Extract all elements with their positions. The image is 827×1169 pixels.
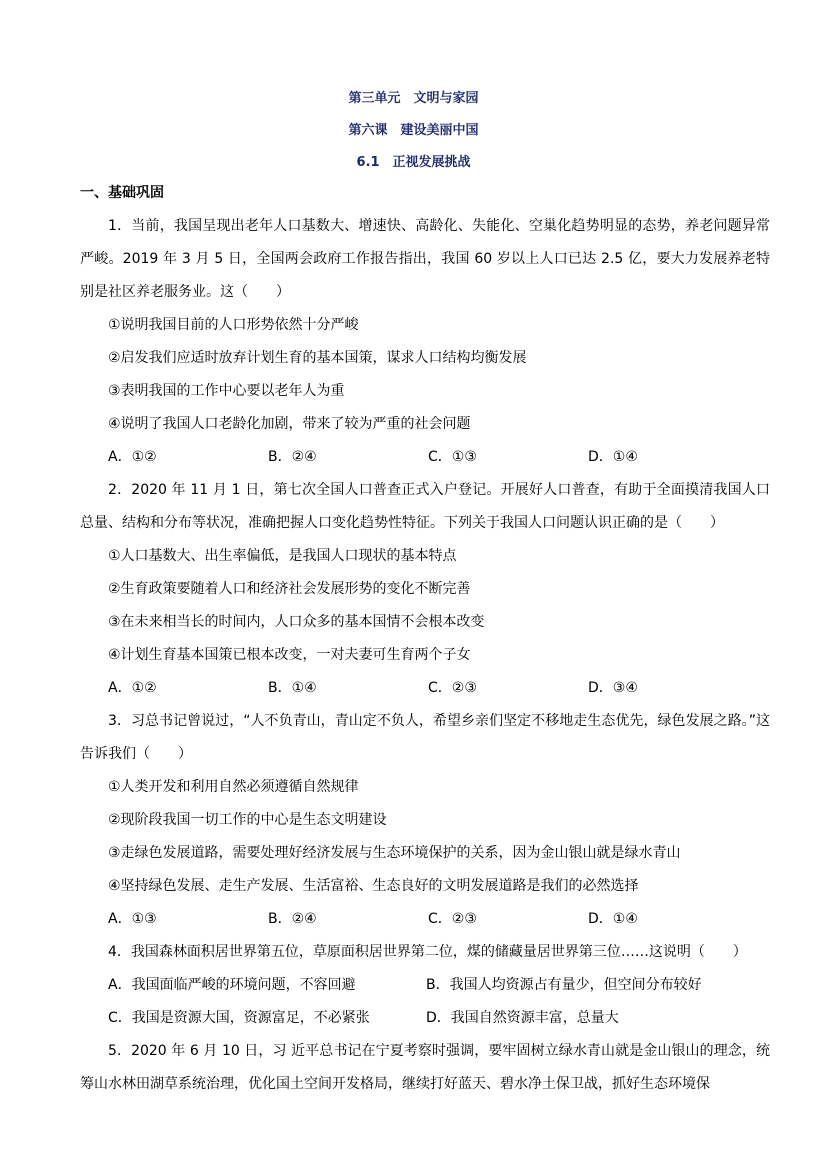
choice-c: C．②③ (428, 911, 477, 927)
section-heading: 一、基础巩固 (80, 185, 164, 201)
question-stem: 3．习总书记曾说过，“人不负青山，青山定不负人，希望乡亲们坚定不移地走生态优先，绿色发展之路。”这告诉我们（ ） (80, 713, 770, 762)
choice-d: D．我国自然资源丰富，总量大 (426, 1010, 619, 1026)
choice-c: C．②③ (428, 680, 477, 696)
choice-c: C．①③ (428, 449, 477, 465)
choice-c: C．我国是资源大国，资源富足，不必紧张 (108, 1010, 370, 1026)
statement-option: ④计划生育基本国策已根本改变，一对夫妻可生育两个子女 (108, 647, 471, 663)
lesson-title: 第六课 建设美丽中国 (348, 123, 479, 138)
statement-option: ②启发我们应适时放弃计划生育的基本国策，谋求人口结构均衡发展 (108, 350, 527, 366)
statement-option: ④坚持绿色发展、走生产发展、生活富裕、生态良好的文明发展道路是我们的必然选择 (108, 878, 639, 894)
choice-a: A．①③ (108, 911, 157, 927)
choice-d: D．①④ (588, 449, 638, 465)
answer-choices-row (80, 969, 770, 1002)
choice-a: A．①② (108, 449, 157, 465)
choice-a: A．①② (108, 680, 157, 696)
statement-option: ①人类开发和利用自然必须遵循自然规律 (108, 779, 359, 795)
unit-title: 第三单元 文明与家园 (348, 91, 479, 106)
answer-choices (80, 441, 770, 474)
statement-option: ①人口基数大、出生率偏低，是我国人口现状的基本特点 (108, 548, 457, 564)
choice-b: B．②④ (268, 449, 317, 465)
statement-option: ③在未来相当长的时间内，人口众多的基本国情不会根本改变 (108, 614, 485, 630)
answer-choices (80, 672, 770, 705)
question-stem: 2．2020 年 11 月 1 日，第七次全国人口普查正式入户登记。开展好人口普查，有助于全面摸清我国人口总量、结构和分布等状况，准确把握人口变化趋势性特征。下列关于我国人口问题认识正确的是（ ） (80, 482, 770, 531)
section-title: 6.1 正视发展挑战 (356, 155, 471, 170)
answer-choices-row (80, 1002, 770, 1035)
statement-option: ③走绿色发展道路，需要处理好经济发展与生态环境保护的关系，因为金山银山就是绿水青山 (108, 845, 681, 861)
choice-b: B．我国人均资源占有量少，但空间分布较好 (426, 977, 702, 993)
statement-option: ①说明我国目前的人口形势依然十分严峻 (108, 317, 359, 333)
choice-b: B．①④ (268, 680, 317, 696)
statement-option: ④说明了我国人口老龄化加剧，带来了较为严重的社会问题 (108, 416, 471, 432)
answer-choices (80, 903, 770, 936)
statement-option: ②现阶段我国一切工作的中心是生态文明建设 (108, 812, 387, 828)
statement-option: ③表明我国的工作中心要以老年人为重 (108, 383, 345, 399)
question-stem: 4．我国森林面积居世界第五位，草原面积居世界第二位，煤的储藏量居世界第三位……这说明（ ） (108, 944, 747, 960)
question-stem: 5．2020 年 6 月 10 日，习 近平总书记在宁夏考察时强调，要牢固树立绿水青山就是金山银山的理念，统筹山水林田湖草系统治理，优化国土空间开发格局，继续打好蓝天、碧水净土保卫战，抓好生态环境保 (80, 1043, 770, 1092)
choice-b: B．②④ (268, 911, 317, 927)
choice-d: D．①④ (588, 911, 638, 927)
choice-a: A．我国面临严峻的环境问题，不容回避 (108, 977, 356, 993)
question-stem: 1．当前，我国呈现出老年人口基数大、增速快、高龄化、失能化、空巢化趋势明显的态势，养老问题异常严峻。2019 年 3 月 5 日，全国两会政府工作报告指出，我国 60 岁以上人口已达 2.5 亿，要大力发展养老特别是社区养老服务业。这（ ） (80, 218, 770, 300)
statement-option: ②生育政策要随着人口和经济社会发展形势的变化不断完善 (108, 581, 471, 597)
choice-d: D．③④ (588, 680, 638, 696)
question-list (80, 210, 770, 1101)
